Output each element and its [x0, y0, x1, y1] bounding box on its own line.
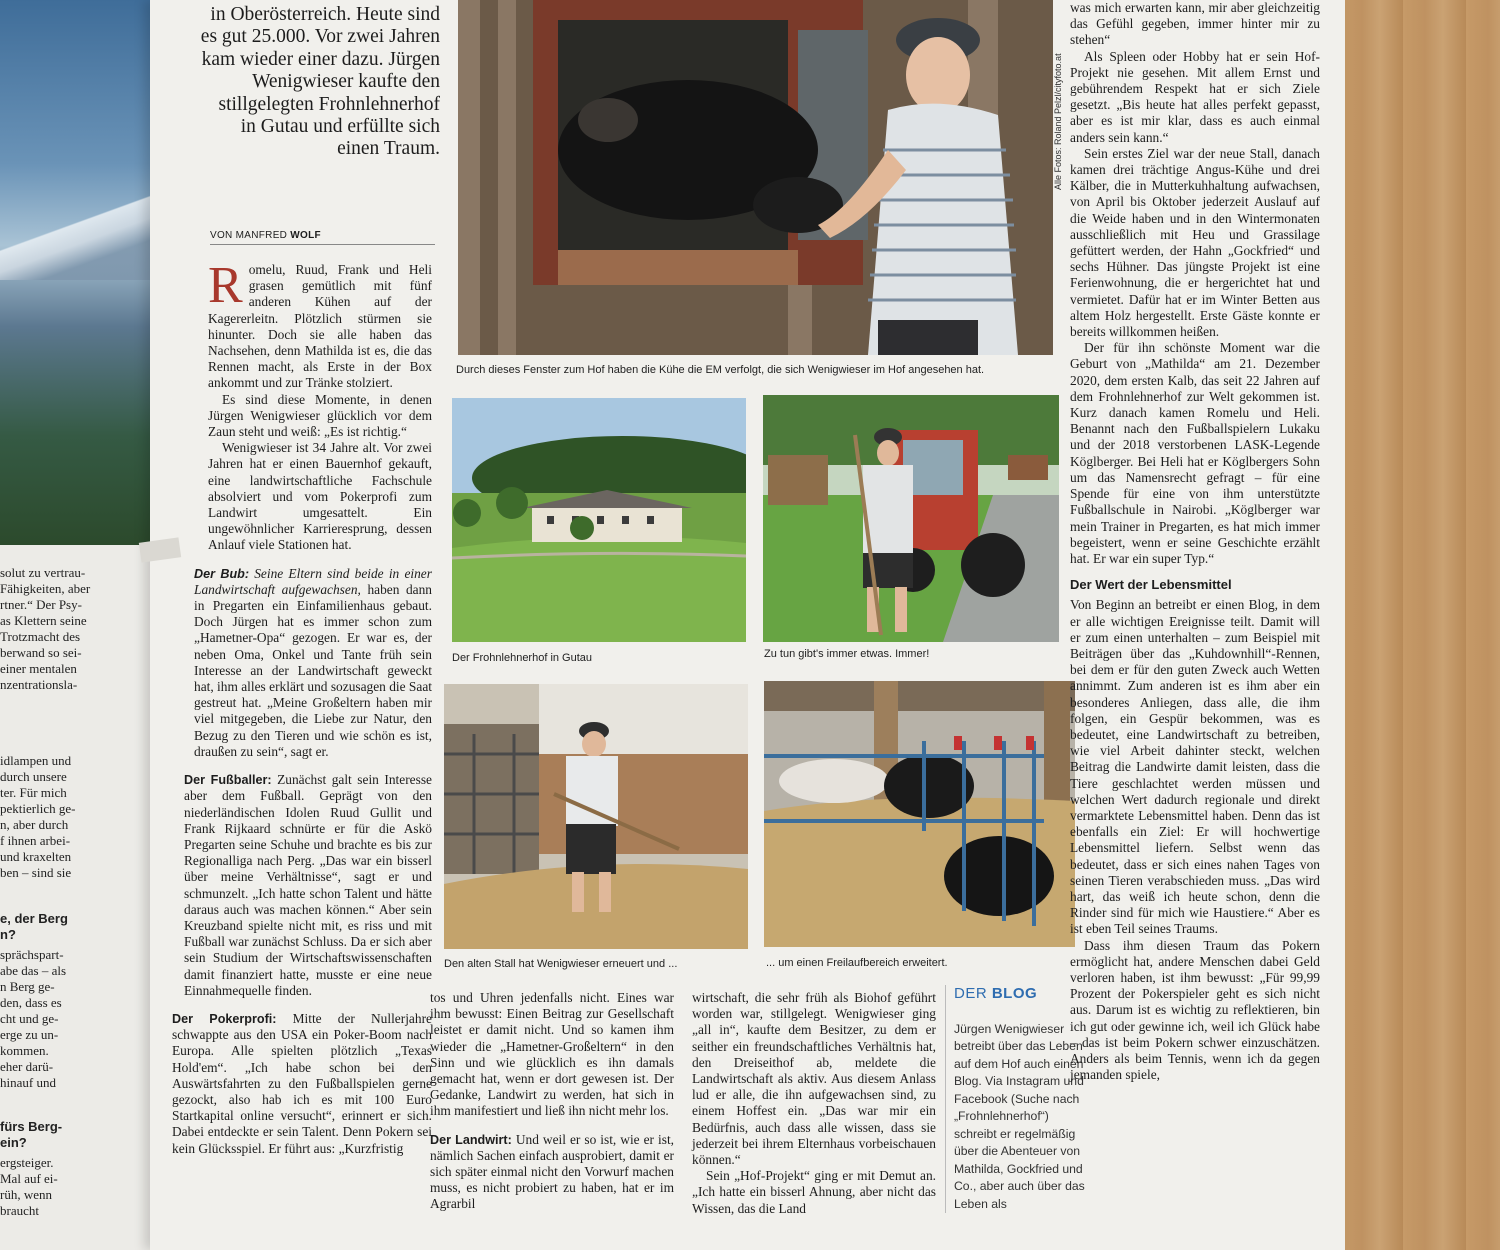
fragment-line: berwand so sei- — [0, 645, 82, 660]
section-text: Mitte der Nullerjahre schwappte aus den USA ein Poker-Boom nach Europa. Alle spielten plötzlich „Texas Hold'em“. „Ich habe schon bei den Auswärtsfahrten zu den Fußballspielen gerne gezockt, also hab ich es mit 100 Euro Startkapital online versucht“, erinnert er sich. Dabei entdeckte er sein Talent. Denn Pokern sei kein Glücksspiel. Er führt aus: „Kurzfristig — [172, 1010, 432, 1156]
caption-tractor: Zu tun gibt's immer etwas. Immer! — [764, 648, 930, 660]
fragment-line: kommen. — [0, 1043, 49, 1058]
fragment-line: cht und ge- — [0, 1011, 59, 1026]
section-landwirt — [430, 1132, 674, 1213]
section-text: Zunächst galt sein Interesse aber dem Fußball. Geprägt von den niederländischen Idolen Ruud Gullit und Frank Rijkaard schnürte er für die Askö Pregarten seine Schuhe und brachte es bis zur Regionalliga nach Perg. „Das war ein bisserl über meine Verhältnisse“, sagt er und schmunzelt. „Ich hatte schon Talent und hätte daraus auch was machen können.“ Aber sein Kreuzband spielte nicht mit, es riss und mit Fußball war zunächst Schluss. Da er sich aber sein Studium der Wirtschaftswissenschaften damit finanziert hatte, musste er eine neue Einnahmequelle finden. — [184, 772, 432, 998]
fragment-line: durch unsere — [0, 769, 67, 784]
fragment-heading: n? — [0, 927, 16, 942]
paragraph: tos und Uhren jedenfalls nicht. Eines war ihm bewusst: Einen Beitrag zur Gesellschaft leistet er damit nicht. Und so kamen ihm wieder die „Hametner-Großeltern“ in den Sinn und wie glücklich es ihn damals gemacht hat, wenn er dort gewesen ist. Der Gedanke, Landwirt zu werden, hat sich in ihm manifestiert und ließ ihn nicht mehr los. — [430, 990, 674, 1119]
fragment-heading: ein? — [0, 1135, 27, 1150]
photo-farm-gutau — [452, 398, 746, 642]
fragment-line: eher darü- — [0, 1059, 54, 1074]
paragraph-text: omelu, Ruud, Frank und Heli grasen gemütlich mit fünf anderen Kühen auf der Kagererleitn. Plötzlich stürmen sie hinunter. Doch sie alle haben das Nachsehen, denn Mathilda ist es, die das Rennen macht, als Erste in der Box ankommt und zur Tränke stolziert. — [208, 262, 432, 391]
subheading: Der Wert der Lebensmittel — [1070, 577, 1232, 593]
paragraph: Sein „Hof-Projekt“ ging er mit Demut an. „Ich hatte ein bisserl Ahnung, aber nicht das Wissen, das die Land — [692, 1168, 936, 1216]
main-photo-cow-window — [458, 0, 1053, 355]
fragment-line: n Berg ge- — [0, 979, 55, 994]
article-column-1 — [172, 257, 432, 1157]
photo-tractor — [763, 395, 1059, 642]
fragment-line: sprächspart- — [0, 947, 64, 962]
fragment-line: as Klettern seine — [0, 613, 87, 628]
mountain-photo — [0, 0, 165, 545]
fragment-line: ter. Für mich — [0, 785, 67, 800]
paragraph: Dass ihm diesen Traum das Pokern ermöglicht hat, andere Menschen dabei Geld verloren haben, ist ihm bewusst: „Für 99,99 Prozent der Pokerspieler geht es sich nicht aus. Darum ist es wichtig zu reflektieren, bin ich gut oder gewinne ich, weil ich Glück habe – das ist beim Pokern schwer einzuschätzen. Anders als beim Tennis, wenn ich da gegen jemanden spiele, — [1070, 937, 1320, 1083]
fragment-line: hinauf und — [0, 1075, 56, 1090]
section-text: Und weil er so ist, wie er ist, nämlich Sachen einfach ausprobiert, damit er sich später einmal nicht den Vorwurf machen muss, es nicht probiert zu haben, hat er im Agrarbil — [430, 1131, 675, 1212]
caption-main: Durch dieses Fenster zum Hof haben die Kühe die EM verfolgt, die sich Wenigwieser im Hof angesehen hat. — [456, 364, 985, 376]
caption-freilauf: ... um einen Freilaufbereich erweitert. — [766, 957, 948, 969]
paragraph: Von Beginn an betreibt er einen Blog, in dem er alle wichtigen Ereignisse teilt. Damit will er zum einen unterhalten – zum Beispiel mit Beiträgen über das „Kuhdownhill“-Rennen, bei dem er für den guten Zweck auch Wetten annimmt. Zum anderen ist es ihm aber ein besonderes Anliegen, dass alle, die ihm folgen, ein Gespür bekommen, was es bedeutet, eine Landwirtschaft zu betreiben, wie viel Arbeit dahinter steckt, welchen Beitrag die Landwirte damit leisten, dass die Tiere geschlachtet werden müssen und welchen Wert dadurch regionale und direkt vermarktete Lebensmittel haben. Denn das ist ebenfalls ein Ziel: Er will hochwertige Lebensmittel liefern. Selbst wenn das bedeutet, dass er sich eines nahen Tages von seinen Tieren verabschieden muss. „Das wird hart, das weiß ich heute schon, denn die Rinder sind für mich wie Haustiere.“ Aber es ist eben Teil seines Traums. — [1070, 597, 1320, 937]
snowy-peak-shape — [0, 190, 165, 280]
fragment-line: braucht — [0, 1203, 39, 1218]
fragment-line: Trotzmacht des — [0, 629, 81, 644]
article-column-3 — [692, 990, 936, 1217]
paragraph: Es sind diese Momente, in denen Jürgen Wenigwieser glücklich vor dem Zaun steht und weiß: „Es ist richtig.“ — [208, 391, 432, 440]
fragment-line: ben – sind sie — [0, 865, 72, 880]
fragment-heading: fürs Berg- — [0, 1119, 63, 1134]
byline-author: WOLF — [290, 230, 321, 241]
fragment-line: abe das – als — [0, 963, 67, 978]
fragment-line: den, dass es — [0, 995, 62, 1010]
section-label: Der Fußballer: — [184, 773, 272, 788]
italic-text: Seine Eltern sind beide in einer Landwirtschaft aufgewachsen, — [194, 565, 432, 597]
fragment-line: einer mentalen — [0, 661, 77, 676]
section-label: Der Bub: — [194, 566, 250, 581]
fragment-line: erge zu un- — [0, 1027, 59, 1042]
paragraph: Der für ihn schönste Moment war die Geburt von „Mathilda“ am 21. Dezember 2020, dem ersten Kalb, das seit 22 Jahren auf dem Frohnlehnerhof zur Welt gekommen ist. Kurz danach kamen Romelu und Heli. Benannt nach den Fußballspielern Lukaku und der 2018 verstorbenen LASK-Legende Köglberger. Bei Heli hat er Köglbergers Sohn um das Namensrecht gefragt – für eine Spende für eine von ihm unterstützte Fußballschule in Nairobi. „Köglberger war mein Trainer in Pregarten, es hat mich immer begeistert, wenn er seine Geschichte erzählt hat. Er war ein super Typ.“ — [1070, 340, 1320, 566]
fragment-line: nzentrationsla- — [0, 677, 78, 692]
paragraph: wirtschaft, die sehr früh als Biohof geführt worden war, stillgelegt. Wenigwieser ging „all in“, kaufte dem Besitzer, zu dem er seither ein freundschaftliches Verhältnis hat, den Dreiseithof ab, meldete die Landwirtschaft als aktiv. Aus diesem Anlass lud er alle, die ihn aufgewachsen sind, zu einem Hoffest ein. „Das war mir ein Bedürfnis, auch dass alle wissen, dass sie jederzeit bei ihrem Elternhaus vorbeischauen können.“ — [692, 990, 936, 1168]
byline — [210, 230, 435, 245]
fragment-line: n, aber durch — [0, 817, 69, 832]
fragment-line: ergsteiger. — [0, 1155, 54, 1170]
fragment-line: idlampen und — [0, 753, 72, 768]
blog-title-a: DER — [954, 985, 988, 1002]
section-label: Der Pokerprofi: — [172, 1011, 277, 1026]
first-paragraph — [208, 257, 432, 392]
fragment-line: solut zu vertrau- — [0, 565, 86, 580]
article-intro: in Oberösterreich. Heute sind es gut 25.000. Vor zwei Jahren kam wieder einer dazu. Jürgen Wenigwieser kaufte den stillgelegten Frohnlehnerhof in Gutau und erfüllte sich einen Traum. — [200, 4, 440, 160]
paragraph: Sein erstes Ziel war der neue Stall, danach kamen drei trächtige Angus-Kühe und drei Kälber, die in Mutterkuhhaltung aufwachsen, von April bis Oktober jederzeit Auslauf auf die Weide haben und in den Wintermonaten ausschließlich mit Heu und Grassilage gefüttert werden, der Hahn „Gockfried“ und sechs Hühner. Das jüngste Projekt ist eine Ferienwohnung, die er hergerichtet hat und vermietet. Dafür hat er im Winter Betten aus altem Holz hergestellt. Erste Gäste konnte er bereits willkommen heißen. — [1070, 145, 1320, 340]
photo-freilauf — [764, 681, 1075, 947]
fragment-line: Mal auf ei- — [0, 1171, 58, 1186]
article-column-2 — [430, 990, 674, 1213]
fragment-line: f ihnen arbei- — [0, 833, 71, 848]
blog-title-b: BLOG — [991, 985, 1038, 1002]
paragraph: Wenigwieser ist 34 Jahre alt. Vor zwei Jahren hat er einen Bauernhof gekauft, eine landwirtschaftliche Fachschule absolviert und vom Pokerprofi zum Landwirt umgesattelt. Ein ungewöhnlicher Karrieresprung, dessen Anlauf viele Stationen hat. — [208, 440, 432, 553]
section-pokerprofi — [172, 1011, 432, 1157]
fragment-line: und kraxelten — [0, 849, 72, 864]
byline-prefix: VON MANFRED — [210, 230, 288, 241]
wood-table-background — [1340, 0, 1500, 1250]
article-column-4 — [1070, 0, 1320, 1083]
fragment-line: Fähigkeiten, aber — [0, 581, 91, 596]
section-fussballer — [184, 772, 432, 999]
section-label: Der Landwirt: — [430, 1132, 512, 1147]
photo-stall — [444, 684, 748, 949]
section-text: haben dann in Pregarten ein Einfamilienhaus gebaut. Doch Jürgen hat es immer schon zum „Hametner-Opa“ gezogen. Er war es, der neben Oma, Onkel und Tante früh sein Interesse an der Landwirtschaft geweckt hat, ihm alles erklärt und sozusagen die Saat gestreut hat. „Meine Großeltern haben mir viel mitgegeben, die Liebe zur Natur, den Bezug zu den Tieren und wie schön es ist, draußen zu sein“, sagt er. — [194, 581, 432, 759]
drop-cap: R — [208, 257, 243, 314]
caption-stall: Den alten Stall hat Wenigwieser erneuert und ... — [444, 958, 678, 970]
paragraph: was mich erwarten kann, mir aber gleichzeitig das Gefühl gegeben, immer hinter mir zu stehen“ — [1070, 0, 1320, 48]
left-page-text-fragment — [0, 555, 140, 1219]
caption-farm: Der Frohnlehnerhof in Gutau — [452, 652, 593, 664]
fragment-line: rtner.“ Der Psy- — [0, 597, 82, 612]
photo-credit: Alle Fotos: Roland Pelzl/cityfoto.at — [1053, 53, 1063, 190]
paragraph: Als Spleen oder Hobby hat er sein Hof-Projekt nie gesehen. Mit allem Ernst und gebührendem Respekt hat er sich Ziele gesetzt. „Bis heute hat alles perfekt gepasst, aber es ist mir klar, dass es auch einmal anders sein kann.“ — [1070, 48, 1320, 145]
fragment-line: rüh, wenn — [0, 1187, 52, 1202]
section-bub — [194, 566, 432, 760]
fragment-line: pektierlich ge- — [0, 801, 76, 816]
blog-text: Jürgen Wenigwieser betreibt über das Leben auf dem Hof auch einen Blog. Via Instagram und Facebook (Suche nach „Frohnlehnerhof“) schreibt er regelmäßig über die Abenteuer von Mathilda, Gockfried und Co., aber auch über das Leben als — [954, 1021, 1085, 1211]
fragment-heading: e, der Berg — [0, 911, 68, 926]
